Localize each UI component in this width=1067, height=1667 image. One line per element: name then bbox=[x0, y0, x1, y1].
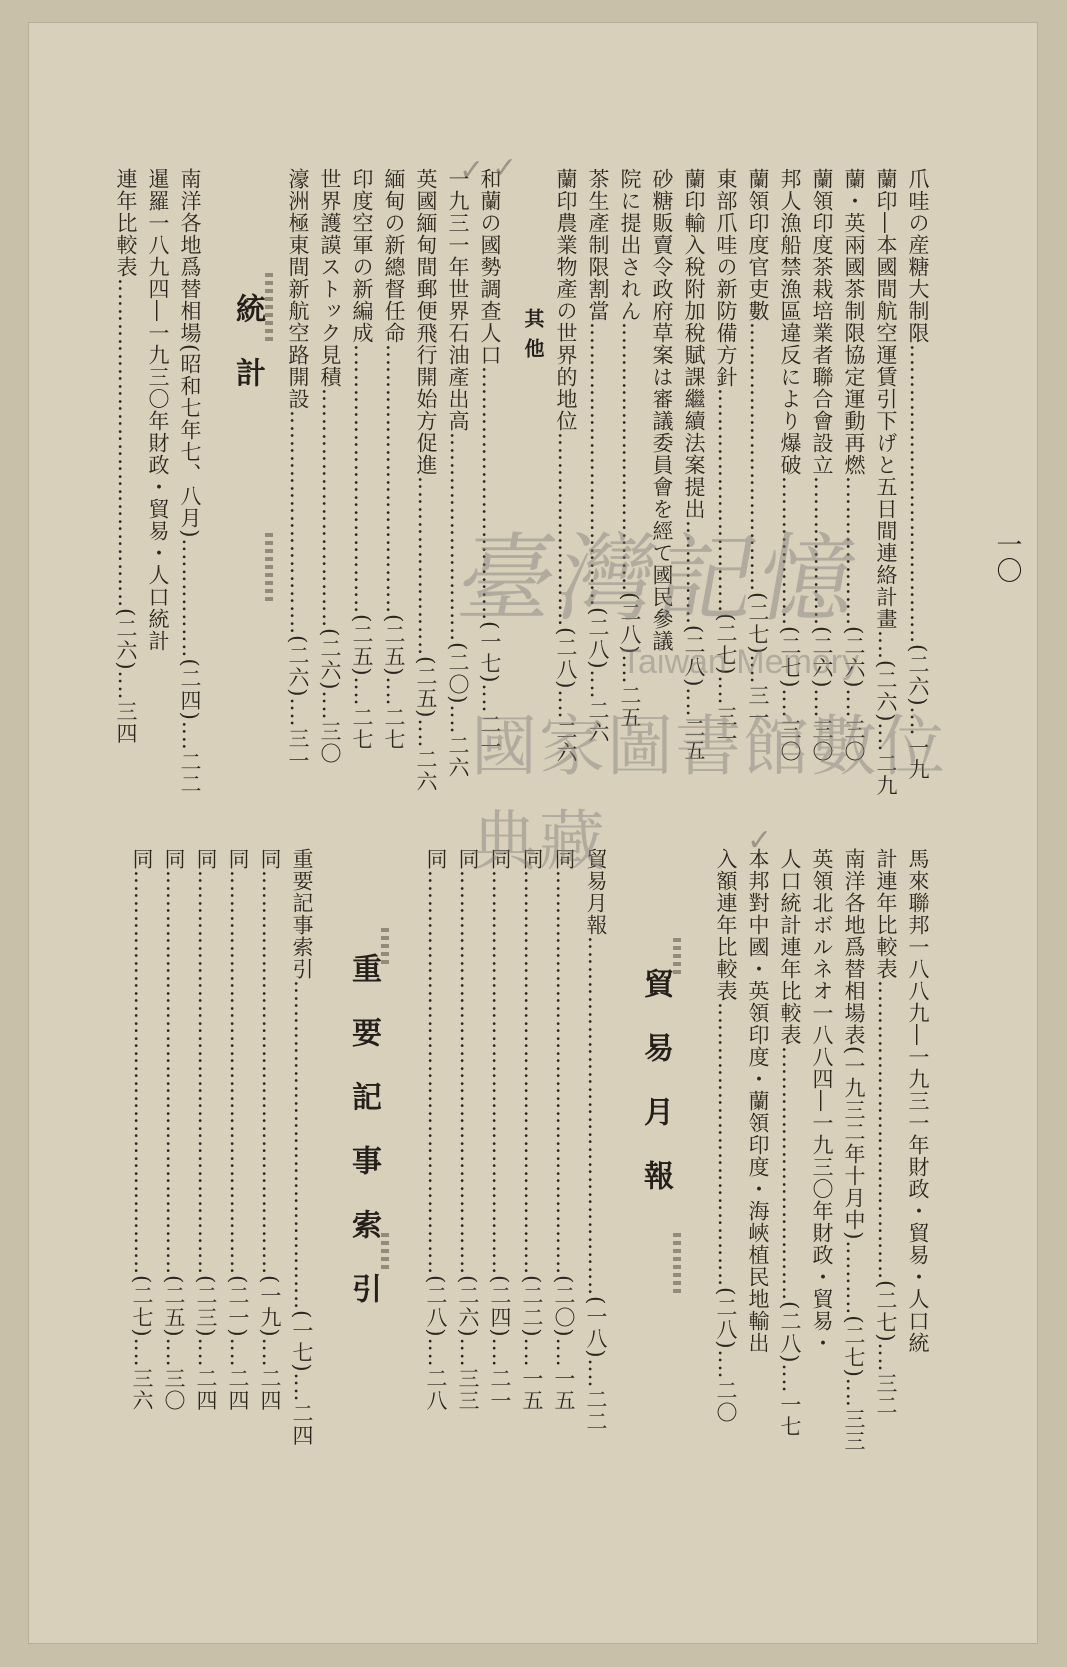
check-mark-icon: ✓ bbox=[747, 823, 773, 858]
toc-entry: 南洋各地爲替相場表(一九三二年十月中)‥‥‥‥‥(二七)‥‥三三 bbox=[842, 848, 866, 1452]
toc-entry: 爪哇の産糖大制限‥‥‥‥‥‥‥‥‥‥‥‥‥‥‥‥‥‥‥‥(二六)‥‥一九 bbox=[906, 168, 930, 781]
page-number: 一〇 bbox=[992, 531, 1022, 583]
toc-entry: 同‥‥‥‥‥‥‥‥‥‥‥‥‥‥‥‥‥‥‥‥‥‥‥‥‥‥‥(二二)‥‥一五 bbox=[520, 848, 544, 1412]
toc-entry: 蘭印輸入稅附加稅賦課繼續法案提出‥‥‥‥‥‥‥(二八)‥‥二五 bbox=[682, 168, 706, 762]
watermark-library-text: 國家圖書館數位典藏 bbox=[471, 708, 947, 880]
toc-entry: 同‥‥‥‥‥‥‥‥‥‥‥‥‥‥‥‥‥‥‥‥‥‥‥‥‥‥‥(二七)‥‥三六 bbox=[130, 848, 154, 1412]
toc-entry: 院に提出されん‥‥‥‥‥‥‥‥‥‥‥‥‥‥‥‥‥‥(二八)‥‥二五 bbox=[618, 168, 642, 729]
check-mark-icon: ✓ bbox=[459, 153, 485, 188]
toc-entry: 同‥‥‥‥‥‥‥‥‥‥‥‥‥‥‥‥‥‥‥‥‥‥‥‥‥‥‥(二六)‥‥三三 bbox=[456, 848, 480, 1412]
watermark-english-text: Taiwan Memory bbox=[621, 643, 860, 681]
section-heading-important-articles-index: 重要記事索引 bbox=[346, 953, 381, 1337]
toc-entry: 和蘭の國勢調查人口‥‥‥‥‥‥‥‥‥‥‥‥‥‥‥‥‥(一七)‥‥二一 bbox=[478, 168, 502, 758]
wavy-rule bbox=[265, 533, 273, 603]
toc-entry: 蘭印―本國間航空運賃引下げと五日間連絡計畫‥‥(二六)‥‥二九 bbox=[874, 168, 898, 797]
toc-entry: 馬來聯邦一八八九―一九三一年財政・貿易・人口統 bbox=[906, 848, 930, 1354]
toc-entry: 入額連年比較表‥‥‥‥‥‥‥‥‥‥‥‥‥‥‥‥‥‥‥(二八)‥‥二〇 bbox=[714, 848, 738, 1424]
toc-entry: 貿易月報‥‥‥‥‥‥‥‥‥‥‥‥‥‥‥‥‥‥‥‥‥‥‥‥(一八)‥‥二二 bbox=[584, 848, 608, 1433]
toc-entry: 南洋各地爲替相場(昭和七年七、八月)‥‥‥‥‥‥‥‥(二四)‥‥二二 bbox=[178, 168, 202, 795]
wavy-rule bbox=[381, 1233, 389, 1273]
toc-entry: 世界護謨ストック見積‥‥‥‥‥‥‥‥‥‥‥‥‥‥‥‥(二六)‥‥三〇 bbox=[318, 168, 342, 765]
toc-entry: 蘭・英兩國茶制限協定運動再燃‥‥‥‥‥‥‥‥‥‥(二六)‥‥三〇 bbox=[842, 168, 866, 763]
toc-entry: 連年比較表‥‥‥‥‥‥‥‥‥‥‥‥‥‥‥‥‥‥‥‥‥‥(二六)‥‥三四 bbox=[114, 168, 138, 745]
watermark-logo-text: 臺灣記憶 bbox=[449, 523, 870, 635]
toc-entry: 英領北ボルネオ一八八四―一九三〇年財政・貿易・ bbox=[810, 848, 834, 1354]
toc-entry: 同‥‥‥‥‥‥‥‥‥‥‥‥‥‥‥‥‥‥‥‥‥‥‥‥‥‥‥(二一)‥‥二四 bbox=[226, 848, 250, 1412]
section-heading-other: 其他 bbox=[521, 308, 545, 368]
toc-entry: 一九三一年世界石油產出高‥‥‥‥‥‥‥‥‥‥‥‥‥‥(二〇)‥‥二六 bbox=[446, 168, 470, 779]
toc-entry: 同‥‥‥‥‥‥‥‥‥‥‥‥‥‥‥‥‥‥‥‥‥‥‥‥‥‥‥(二八)‥‥二八 bbox=[424, 848, 448, 1412]
scanned-page bbox=[28, 22, 1038, 1644]
toc-entry: 邦人漁船禁漁區違反により爆破‥‥‥‥‥‥‥‥‥‥(二七)‥‥三〇 bbox=[778, 168, 802, 763]
toc-entry: 東部爪哇の新防備方針‥‥‥‥‥‥‥‥‥‥‥‥‥‥‥(二七)‥‥三一 bbox=[714, 168, 738, 750]
toc-entry: 印度空軍の新編成‥‥‥‥‥‥‥‥‥‥‥‥‥‥‥‥‥‥(二五)‥‥二七 bbox=[350, 168, 374, 751]
toc-entry: 砂糖販賣令政府草案は審議委員會を經て國民參議 bbox=[650, 168, 674, 652]
toc-entry: 同‥‥‥‥‥‥‥‥‥‥‥‥‥‥‥‥‥‥‥‥‥‥‥‥‥‥‥(二三)‥‥二四 bbox=[194, 848, 218, 1412]
toc-entry: 茶生產制限割當‥‥‥‥‥‥‥‥‥‥‥‥‥‥‥‥‥‥‥(二八)‥‥二六 bbox=[586, 168, 610, 744]
toc-entry: 濠洲極東間新航空路開設‥‥‥‥‥‥‥‥‥‥‥‥‥‥‥(二六)‥‥三一 bbox=[286, 168, 310, 772]
section-heading-trade-monthly: 貿易月報 bbox=[638, 968, 673, 1224]
check-mark-icon: ✓ bbox=[492, 151, 518, 186]
toc-entry: 同‥‥‥‥‥‥‥‥‥‥‥‥‥‥‥‥‥‥‥‥‥‥‥‥‥‥‥(二〇)‥‥一五 bbox=[552, 848, 576, 1412]
toc-entry: 蘭領印度茶栽培業者聯合會設立‥‥‥‥‥‥‥‥‥‥(二六)‥‥三〇 bbox=[810, 168, 834, 763]
section-heading-statistics: 統計 bbox=[230, 293, 265, 421]
toc-entry: 同‥‥‥‥‥‥‥‥‥‥‥‥‥‥‥‥‥‥‥‥‥‥‥‥‥‥‥(一九)‥‥二四 bbox=[258, 848, 282, 1412]
wavy-rule bbox=[673, 1233, 681, 1293]
toc-entry: 重要記事索引‥‥‥‥‥‥‥‥‥‥‥‥‥‥‥‥‥‥‥‥‥‥(一七)‥‥二四 bbox=[290, 848, 314, 1447]
toc-entry: 蘭領印度官吏數‥‥‥‥‥‥‥‥‥‥‥‥‥‥‥‥‥‥(二七)‥‥三一 bbox=[746, 168, 770, 729]
toc-entry: 計連年比較表‥‥‥‥‥‥‥‥‥‥‥‥‥‥‥‥‥‥‥‥(二七)‥‥三二 bbox=[874, 848, 898, 1417]
toc-entry: 本邦對中國・英領印度・蘭領印度・海峽植民地輸出 bbox=[746, 848, 770, 1354]
toc-entry: 同‥‥‥‥‥‥‥‥‥‥‥‥‥‥‥‥‥‥‥‥‥‥‥‥‥‥‥(二四)‥‥二一 bbox=[488, 848, 512, 1412]
toc-entry: 暹羅一八九四―一九三〇年財政・貿易・人口統計 bbox=[146, 168, 170, 652]
toc-entry: 英國緬甸間郵便飛行開始方促進‥‥‥‥‥‥‥‥‥‥‥‥(二五)‥‥二六 bbox=[414, 168, 438, 793]
toc-entry: 同‥‥‥‥‥‥‥‥‥‥‥‥‥‥‥‥‥‥‥‥‥‥‥‥‥‥‥(二五)‥‥三〇 bbox=[162, 848, 186, 1412]
toc-entry: 人口統計連年比較表‥‥‥‥‥‥‥‥‥‥‥‥‥‥‥‥‥(二八)‥‥一七 bbox=[778, 848, 802, 1438]
toc-entry: 緬甸の新總督任命‥‥‥‥‥‥‥‥‥‥‥‥‥‥‥‥‥‥(二五)‥‥二七 bbox=[382, 168, 406, 751]
toc-entry: 蘭印農業物產の世界的地位‥‥‥‥‥‥‥‥‥‥‥‥‥(二八)‥‥二六 bbox=[554, 168, 578, 764]
